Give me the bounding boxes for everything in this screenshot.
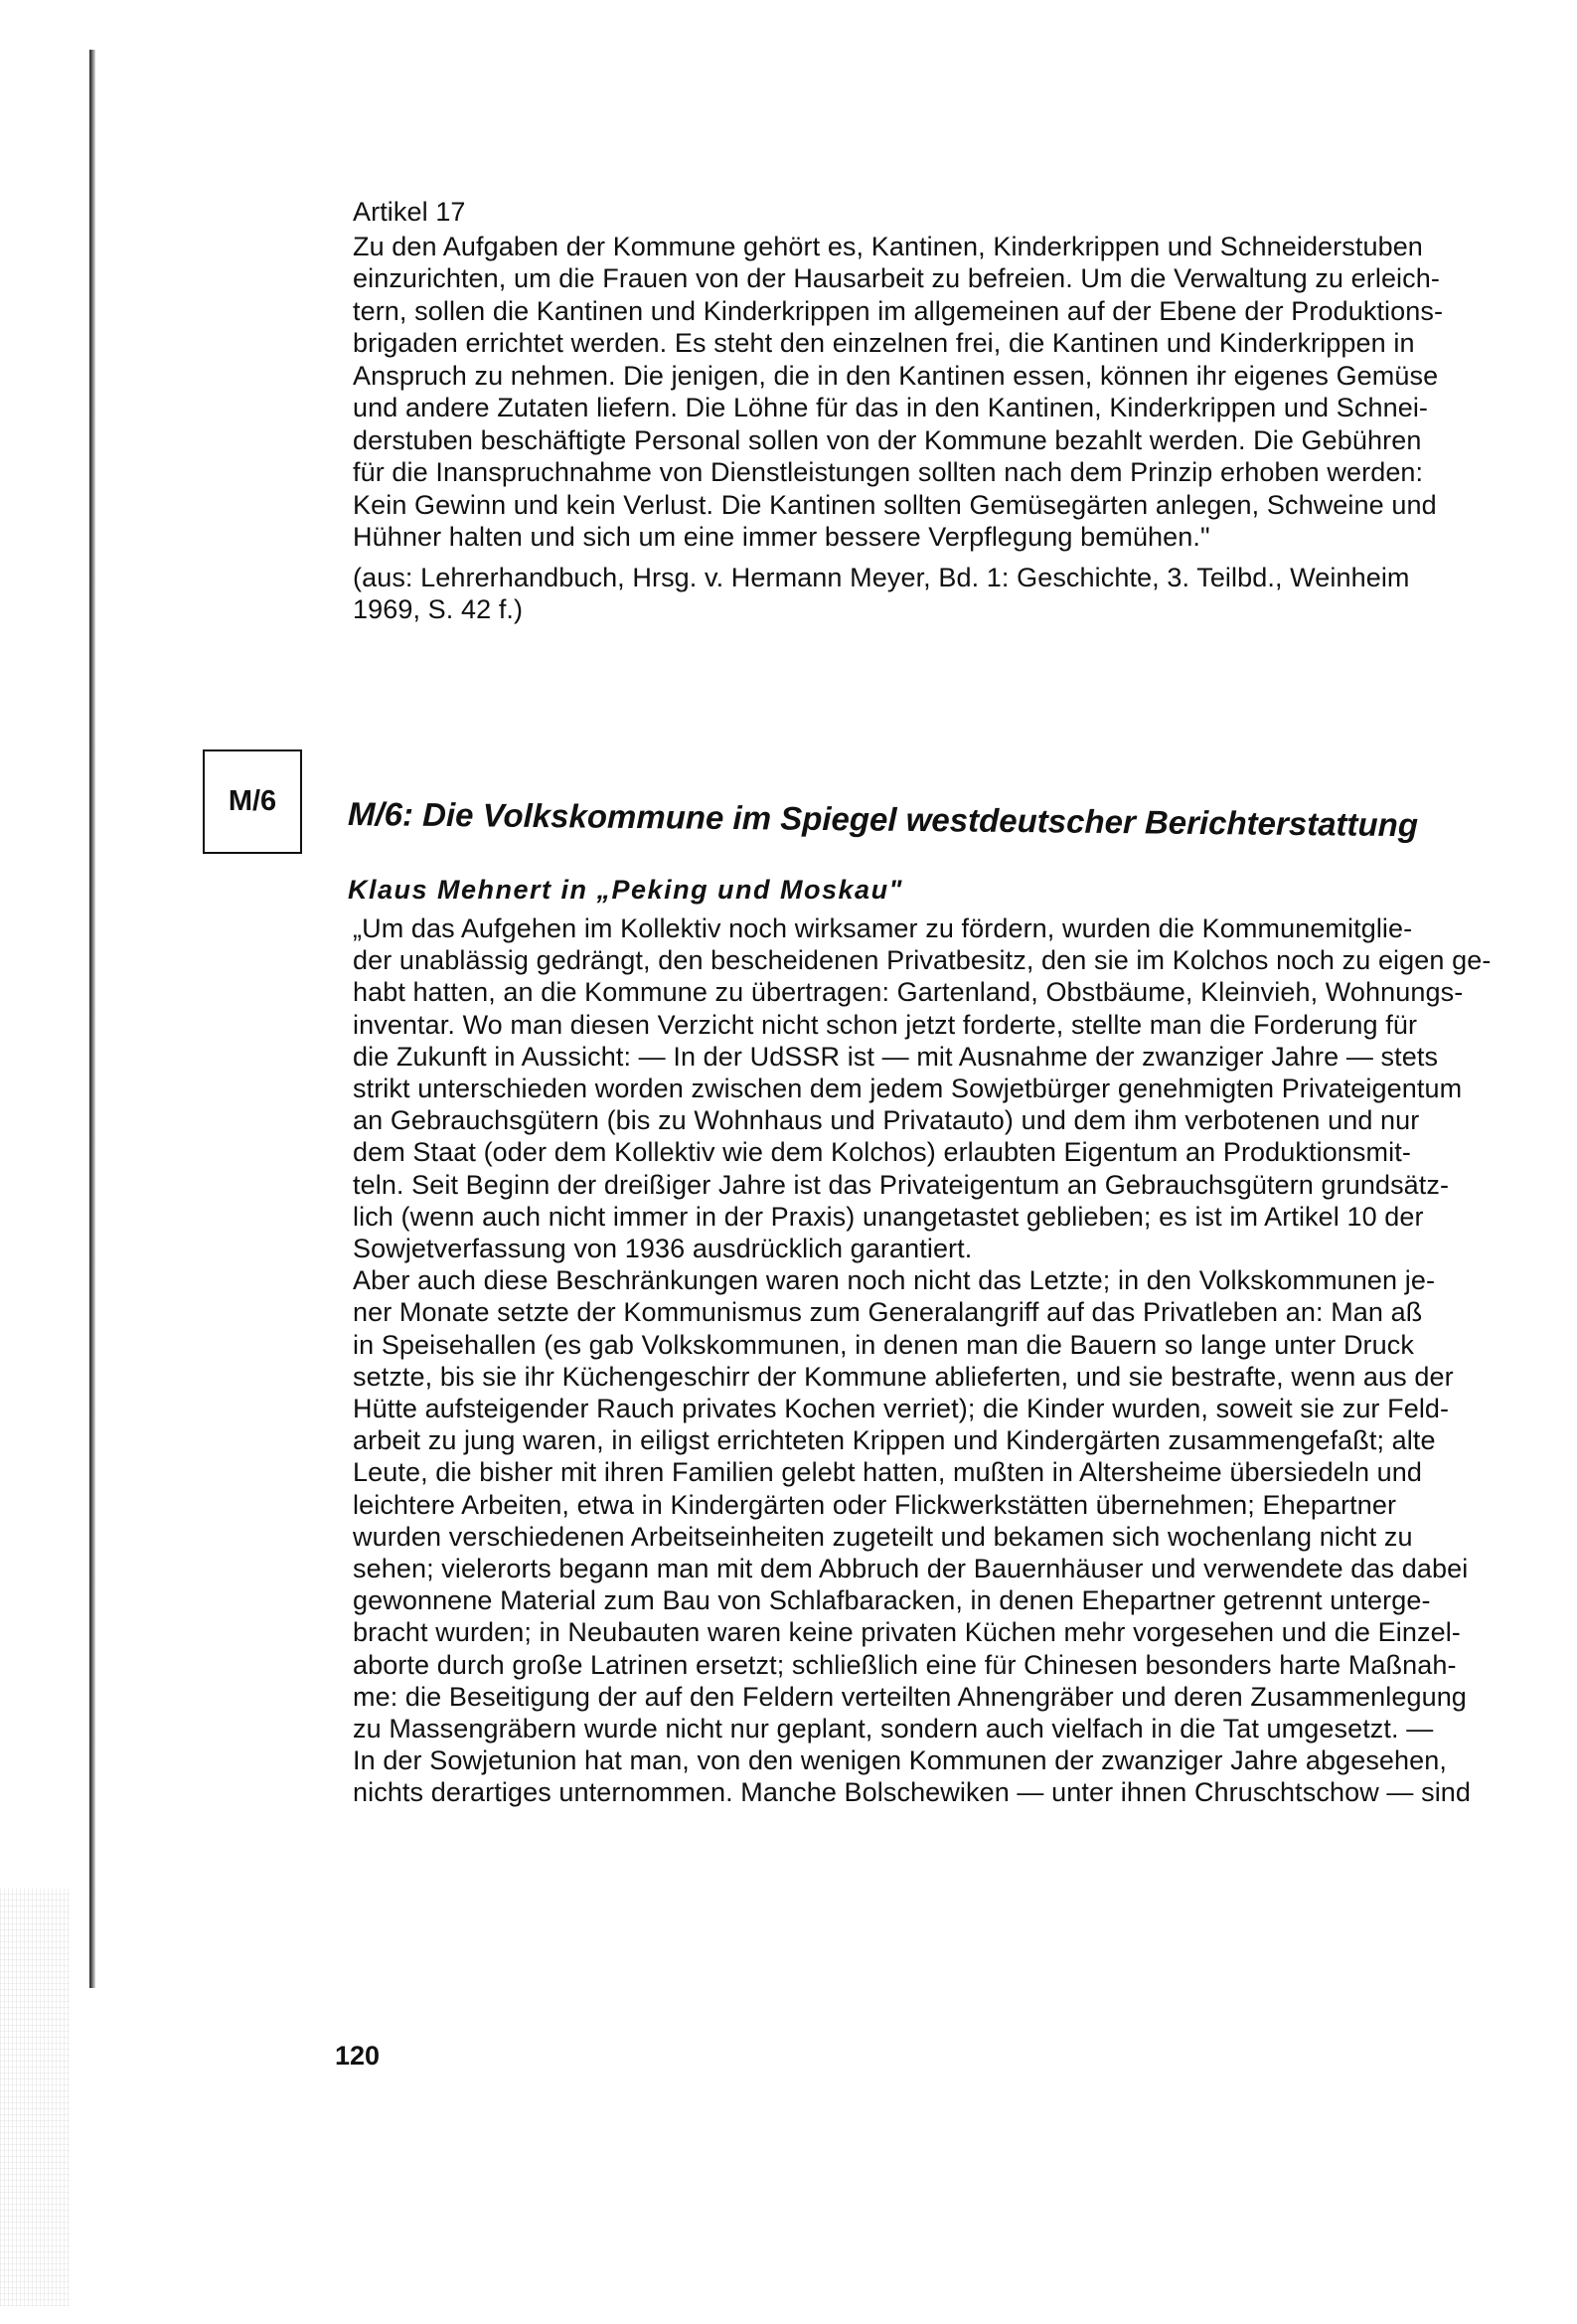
article-citation [353, 562, 1540, 626]
body-line: dem Staat (oder dem Kollektiv wie dem Kolchos) erlaubten Eigentum an Produktionsmit- [353, 1137, 1411, 1168]
article-line: Zu den Aufgaben der Kommune gehört es, Kantinen, Kinderkrippen und Schneiderstuben [353, 231, 1423, 261]
body-line: bracht wurden; in Neubauten waren keine privaten Küchen mehr vorgesehen und die Einzel- [353, 1617, 1461, 1648]
article-text [353, 231, 1540, 554]
article-line: derstuben beschäftigte Personal sollen von der Kommune bezahlt werden. Die Gebühren [353, 424, 1422, 455]
section-label: M/6 [228, 785, 277, 817]
body-line: an Gebrauchsgütern (bis zu Wohnhaus und Privatauto) und dem ihm verbotenen und nur [353, 1105, 1420, 1136]
body-line: inventar. Wo man diesen Verzicht nicht schon jetzt forderte, stellte man die Forderung für [353, 1009, 1418, 1040]
body-line: arbeit zu jung waren, in eiligst errichteten Krippen und Kindergärten zusammengefaßt; alte [353, 1425, 1436, 1456]
body-line: leichtere Arbeiten, etwa in Kindergärten oder Flickwerkstätten übernehmen; Ehepartner [353, 1489, 1397, 1520]
body-line: „Um das Aufgehen im Kollektiv noch wirksamer zu fördern, wurden die Kommunemitglie- [353, 913, 1413, 943]
body-line: Sowjetverfassung von 1936 ausdrücklich garantiert. [353, 1234, 973, 1264]
body-line: der unablässig gedrängt, den bescheidenen Privatbesitz, den sie im Kolchos noch zu eigen ge- [353, 945, 1492, 976]
article-line: einzurichten, um die Frauen von der Hausarbeit zu befreien. Um die Verwaltung zu erleich- [353, 263, 1440, 293]
citation-line: 1969, S. 42 f.) [353, 594, 524, 624]
article-heading: Artikel 17 [353, 197, 466, 227]
scan-noise [0, 1889, 70, 2306]
body-line: Hütte aufsteigender Rauch privates Kochen verriet); die Kinder wurden, soweit sie zur Feld- [353, 1394, 1450, 1424]
body-line: habt hatten, an die Kommune zu übertragen: Gartenland, Obstbäume, Kleinvieh, Wohnungs- [353, 977, 1464, 1008]
section-label-box [203, 749, 302, 854]
body-line: die Zukunft in Aussicht: — In der UdSSR ist — mit Ausnahme der zwanziger Jahre — stets [353, 1041, 1439, 1072]
quoted-body-text [353, 913, 1540, 1809]
article-line: und andere Zutaten liefern. Die Löhne für das in den Kantinen, Kinderkrippen und Schnei- [353, 393, 1429, 422]
body-line: zu Massengräbern wurde nicht nur geplant, sondern auch vielfach in die Tat umgesetzt. — [353, 1714, 1434, 1744]
body-line: gewonnene Material zum Bau von Schlafbaracken, in denen Ehepartner getrennt unterge- [353, 1585, 1431, 1616]
article-line: für die Inanspruchnahme von Dienstleistungen sollten nach dem Prinzip erhoben werden: [353, 457, 1424, 487]
body-line: sehen; vielerorts begann man mit dem Abbruch der Bauernhäuser und verwendete das dabei [353, 1554, 1469, 1584]
article-17-block [353, 196, 1540, 626]
body-line: In der Sowjetunion hat man, von den wenigen Kommunen der zwanziger Jahre abgesehen, [353, 1745, 1447, 1776]
body-line: Leute, die bisher mit ihren Familien gelebt hatten, mußten in Altersheime übersiedeln und [353, 1457, 1423, 1488]
body-line: ner Monate setzte der Kommunismus zum Generalangriff auf das Privatleben an: Man aß [353, 1297, 1423, 1328]
body-line: setzte, bis sie ihr Küchengeschirr der Kommune ablieferten, und sie bestrafte, wenn aus der [353, 1361, 1454, 1392]
section-title: M/6: Die Volkskommune im Spiegel westdeutscher Berichterstattung [347, 795, 1419, 844]
citation-line: (aus: Lehrerhandbuch, Hrsg. v. Hermann Meyer, Bd. 1: Geschichte, 3. Teilbd., Weinheim [353, 562, 1410, 592]
article-line: tern, sollen die Kantinen und Kinderkrippen im allgemeinen auf der Ebene der Produktions- [353, 295, 1444, 326]
article-line: Hühner halten und sich um eine immer bessere Verpflegung bemühen." [353, 522, 1210, 552]
body-line: aborte durch große Latrinen ersetzt; schließlich eine für Chinesen besonders harte Maßnah- [353, 1649, 1457, 1680]
page-number: 120 [335, 2041, 381, 2071]
body-line: nichts derartiges unternommen. Manche Bolschewiken — unter ihnen Chruschtschow — sind [353, 1777, 1472, 1808]
article-line: brigaden errichtet werden. Es steht den einzelnen frei, die Kantinen und Kinderkrippen in [353, 328, 1415, 358]
article-line: Anspruch zu nehmen. Die jenigen, die in den Kantinen essen, können ihr eigenes Gemüse [353, 360, 1439, 391]
body-line: strikt unterschieden worden zwischen dem jedem Sowjetbürger genehmigten Privateigentum [353, 1074, 1463, 1104]
body-line: Aber auch diese Beschränkungen waren noch nicht das Letzte; in den Volkskommunen je- [353, 1265, 1436, 1296]
source-heading: Klaus Mehnert in „Peking und Moskau" [348, 875, 903, 905]
body-line: in Speisehallen (es gab Volkskommunen, in denen man die Bauern so lange unter Druck [353, 1329, 1414, 1360]
body-line: me: die Beseitigung der auf den Feldern verteilten Ahnengräber und deren Zusammenlegung [353, 1681, 1467, 1712]
article-line: Kein Gewinn und kein Verlust. Die Kantinen sollten Gemüsegärten anlegen, Schweine und [353, 489, 1437, 520]
body-line: wurden verschiedenen Arbeitseinheiten zugeteilt und bekamen sich wochenlang nicht zu [353, 1521, 1413, 1552]
body-line: lich (wenn auch nicht immer in der Praxis) unangetastet geblieben; es ist im Artikel 10 der [353, 1201, 1424, 1232]
binding-edge [89, 50, 95, 1988]
body-line: teln. Seit Beginn der dreißiger Jahre ist das Privateigentum an Gebrauchsgütern grundsätz- [353, 1169, 1450, 1200]
